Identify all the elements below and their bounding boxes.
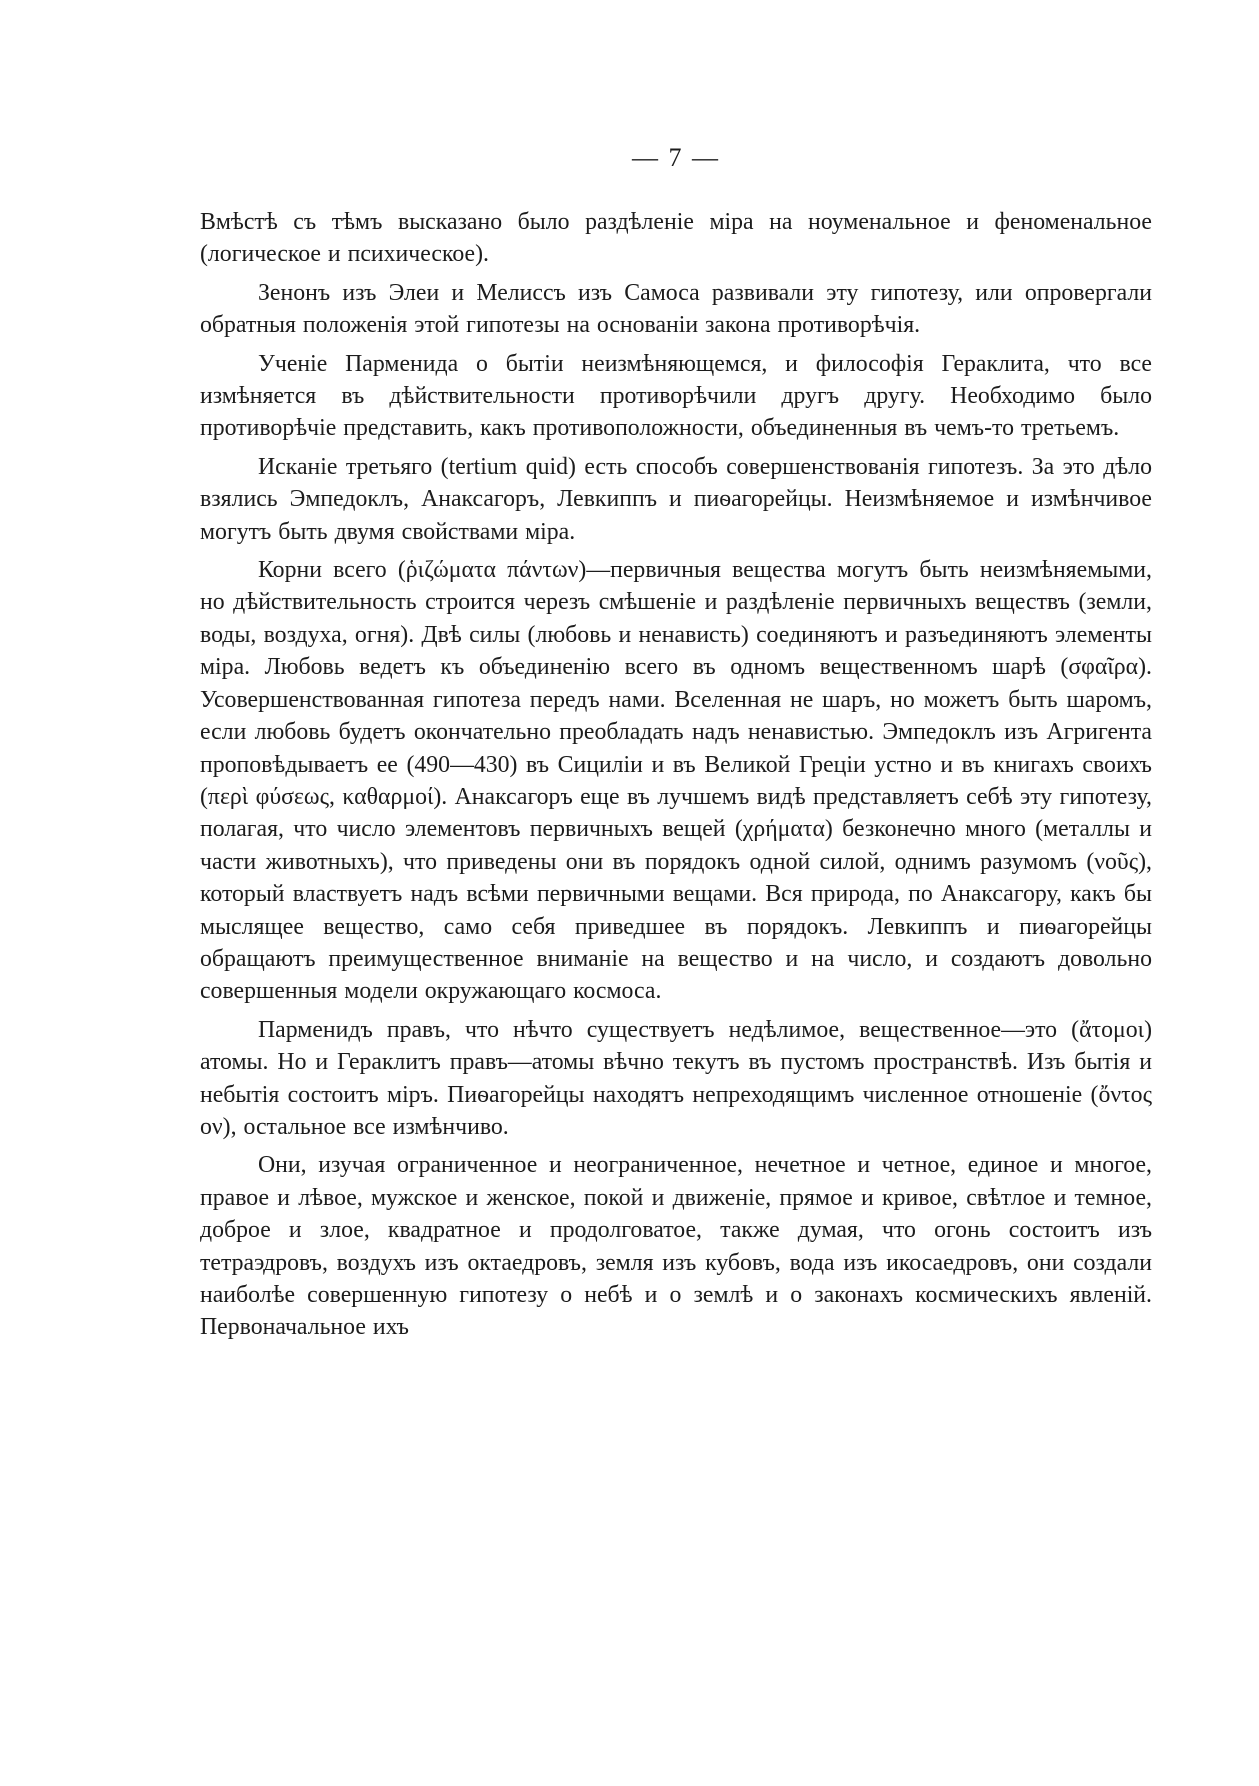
page-text xyxy=(200,206,1152,1344)
paragraph-3: Ученіе Парменида о бытіи неизмѣняющемся, и философія Гераклита, что все измѣняется въ дѣйствительности противорѣчили другъ другу. Необходимо было противорѣчіе представить, какъ противоположности, объединенныя въ чемъ-то третьемъ. xyxy=(200,350,1152,442)
paragraph-2: Зенонъ изъ Элеи и Мелиссъ изъ Самоса развивали эту гипотезу, или опровергали обратныя положенія этой гипотезы на основаніи закона противорѣчія. xyxy=(200,279,1152,339)
paragraph-1: Вмѣстѣ съ тѣмъ высказано было раздѣленіе міра на ноуменальное и феноменальное (логическое и психическое). xyxy=(200,209,1152,268)
book-page xyxy=(200,138,1152,1350)
paragraph-7: Они, изучая ограниченное и неограниченное, нечетное и четное, единое и многое, правое и лѣвое, мужское и женское, покой и движеніе, прямое и кривое, свѣтлое и темное, доброе и злое, квадратное и продолговатое, также думая, что огонь состоитъ изъ тетраэдровъ, воздухъ изъ октаедровъ, земля изъ кубовъ, вода изъ икосаедровъ, они создали наиболѣе совершенную гипотезу о небѣ и о землѣ и о законахъ космическихъ явленій. Первоначальное ихъ xyxy=(200,1152,1152,1341)
page-number: — 7 — xyxy=(632,143,720,172)
paragraph-5: Корни всего (ῥιζώματα πάντων)—первичныя вещества могутъ быть неизмѣняемыми, но дѣйствительность строится черезъ смѣшеніе и раздѣленіе первичныхъ веществъ (земли, воды, воздуха, огня). Двѣ силы (любовь и ненависть) соединяютъ и разъединяютъ элементы міра. Любовь ведетъ къ объединенію всего въ одномъ вещественномъ шарѣ (σφαῖρα). Усовершенствованная гипотеза передъ нами. Вселенная не шаръ, но можетъ быть шаромъ, если любовь будетъ окончательно преобладать надъ ненавистью. Эмпедоклъ изъ Агригента проповѣдываетъ ее (490—430) въ Сициліи и въ Великой Греціи устно и въ книгахъ своихъ (περὶ φύσεως, καθαρμοί). Анаксагоръ еще въ лучшемъ видѣ представляетъ себѣ эту гипотезу, полагая, что число элементовъ первичныхъ вещей (χρήματα) безконечно много (металлы и части животныхъ), что приведены они въ порядокъ одной силой, однимъ разумомъ (νοῦς), который властвуетъ надъ всѣми первичными вещами. Вся природа, по Анаксагору, какъ бы мыслящее вещество, само себя приведшее въ порядокъ. Левкиппъ и пиѳагорейцы обращаютъ преимущественное вниманіе на вещество и на число, и создаютъ довольно совершенныя модели окружающаго космоса. xyxy=(200,557,1152,1005)
paragraph-4: Исканіе третьяго (tertium quid) есть способъ совершенствованія гипотезъ. За это дѣло взялись Эмпедоклъ, Анаксагоръ, Левкиппъ и пиѳагорейцы. Неизмѣняемое и измѣнчивое могутъ быть двумя свойствами міра. xyxy=(200,453,1152,545)
paragraph-6: Парменидъ правъ, что нѣчто существуетъ недѣлимое, вещественное—это (ἄτομοι) атомы. Но и Гераклитъ правъ—атомы вѣчно текутъ въ пустомъ пространствѣ. Изъ бытія и небытія состоитъ міръ. Пиѳагорейцы находятъ непреходящимъ численное отношеніе (ὄντος ον), остальное все измѣнчиво. xyxy=(200,1016,1152,1140)
